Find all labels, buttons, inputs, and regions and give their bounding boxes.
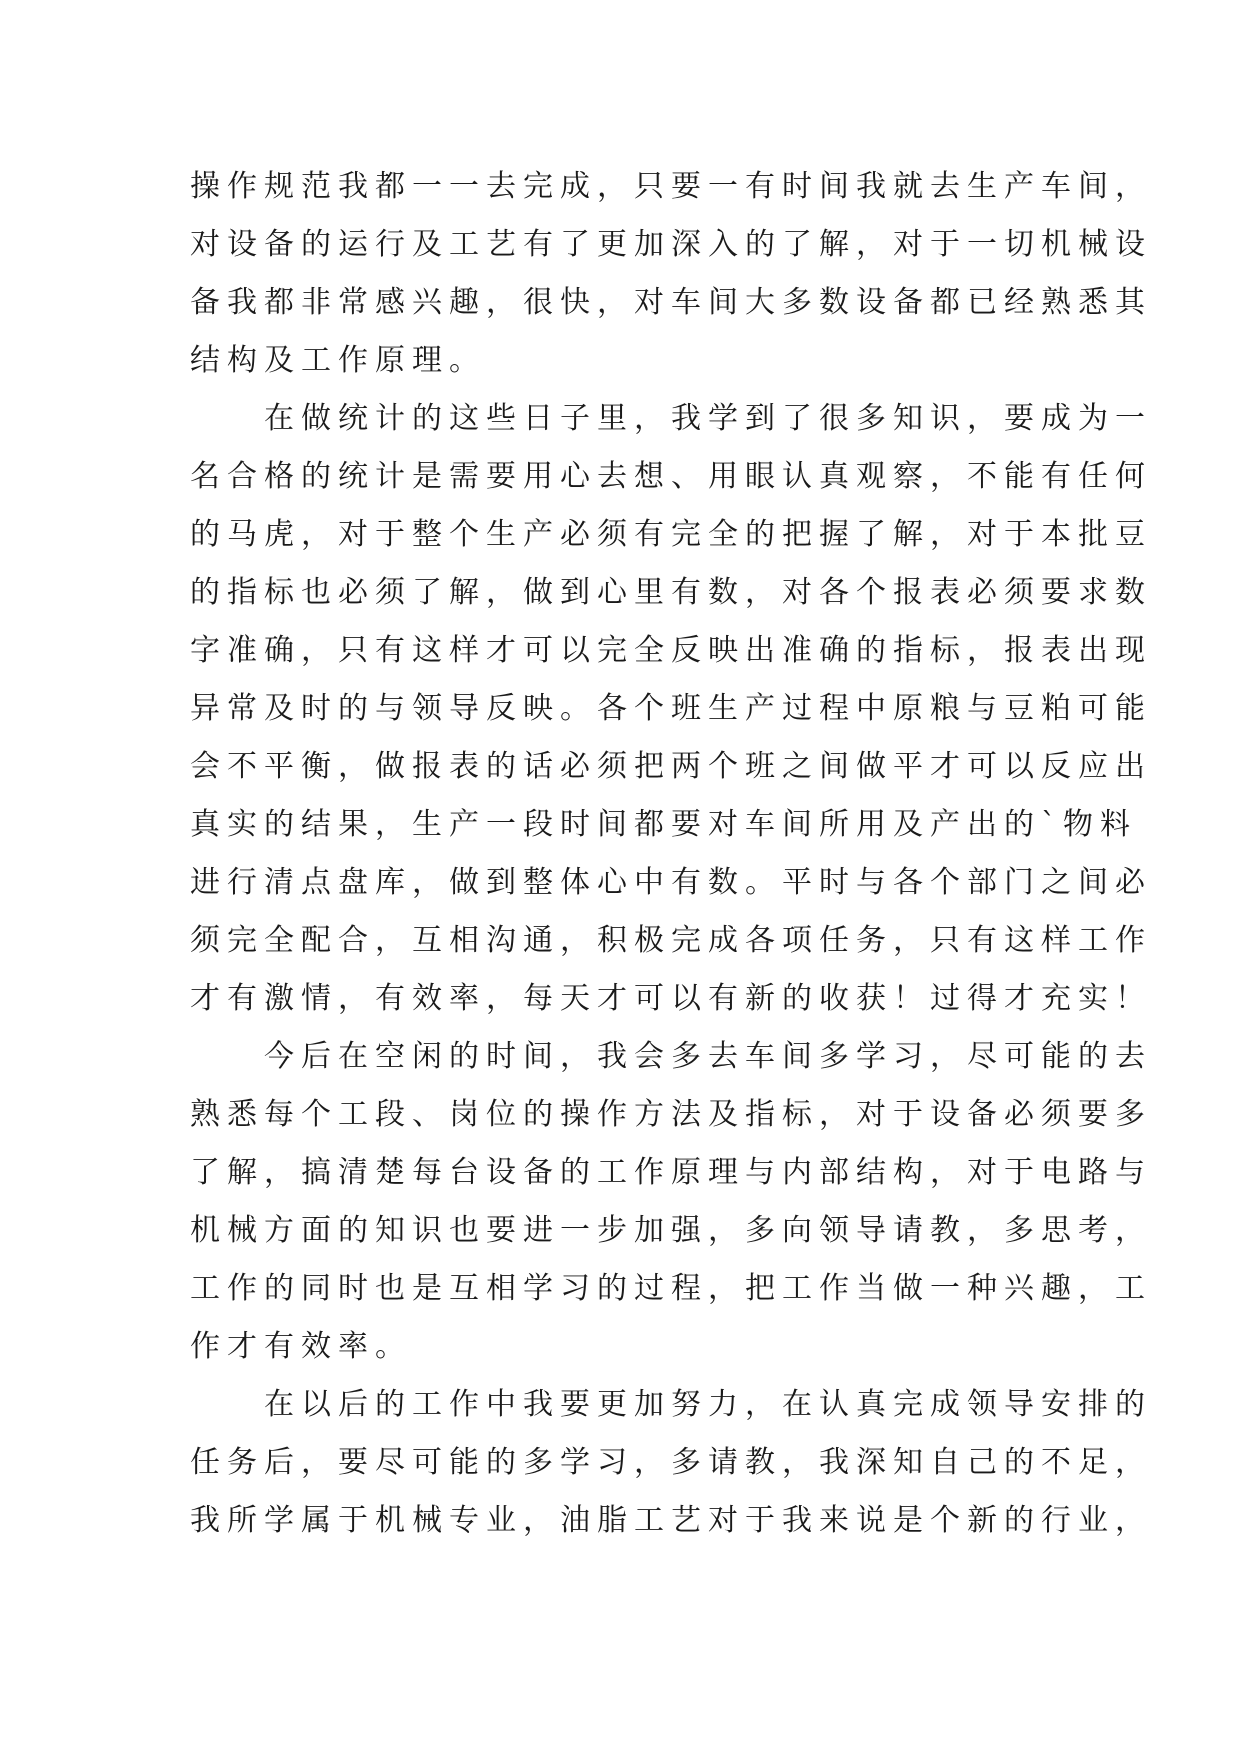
text-line: 结构及工作原理。 <box>190 343 486 378</box>
text-line: 的指标也必须了解，做到心里有数，对各个报表必须要求数 <box>190 575 1152 610</box>
text-line: 进行清点盘库，做到整体心中有数。平时与各个部门之间必 <box>190 865 1152 900</box>
text-line: 在做统计的这些日子里，我学到了很多知识，要成为一 <box>190 401 1152 436</box>
text-line: 异常及时的与领导反映。各个班生产过程中原粮与豆粕可能 <box>190 691 1152 726</box>
text-line: 机械方面的知识也要进一步加强，多向领导请教，多思考， <box>190 1213 1152 1248</box>
text-line: 才有激情，有效率，每天才可以有新的收获！过得才充实！ <box>190 981 1152 1016</box>
text-line: 了解，搞清楚每台设备的工作原理与内部结构，对于电路与 <box>190 1155 1152 1190</box>
text-line: 真实的结果，生产一段时间都要对车间所用及产出的`物料 <box>190 807 1137 842</box>
text-line: 任务后，要尽可能的多学习，多请教，我深知自己的不足， <box>190 1445 1152 1480</box>
body-text <box>190 158 1152 1550</box>
text-line: 备我都非常感兴趣，很快，对车间大多数设备都已经熟悉其 <box>190 285 1152 320</box>
text-line: 的马虎，对于整个生产必须有完全的把握了解，对于本批豆 <box>190 517 1152 552</box>
text-line: 会不平衡，做报表的话必须把两个班之间做平才可以反应出 <box>190 749 1152 784</box>
text-line: 熟悉每个工段、岗位的操作方法及指标，对于设备必须要多 <box>190 1097 1152 1132</box>
text-line: 须完全配合，互相沟通，积极完成各项任务，只有这样工作 <box>190 923 1152 958</box>
text-line: 在以后的工作中我要更加努力，在认真完成领导安排的 <box>190 1387 1152 1422</box>
text-line: 字准确，只有这样才可以完全反映出准确的指标，报表出现 <box>190 633 1152 668</box>
text-line: 作才有效率。 <box>190 1329 412 1364</box>
text-line: 操作规范我都一一去完成，只要一有时间我就去生产车间， <box>190 169 1152 204</box>
text-line: 对设备的运行及工艺有了更加深入的了解，对于一切机械设 <box>190 227 1152 262</box>
text-line: 我所学属于机械专业，油脂工艺对于我来说是个新的行业， <box>190 1503 1152 1538</box>
text-line: 今后在空闲的时间，我会多去车间多学习，尽可能的去 <box>190 1039 1152 1074</box>
text-line: 工作的同时也是互相学习的过程，把工作当做一种兴趣，工 <box>190 1271 1152 1306</box>
text-line: 名合格的统计是需要用心去想、用眼认真观察，不能有任何 <box>190 459 1152 494</box>
